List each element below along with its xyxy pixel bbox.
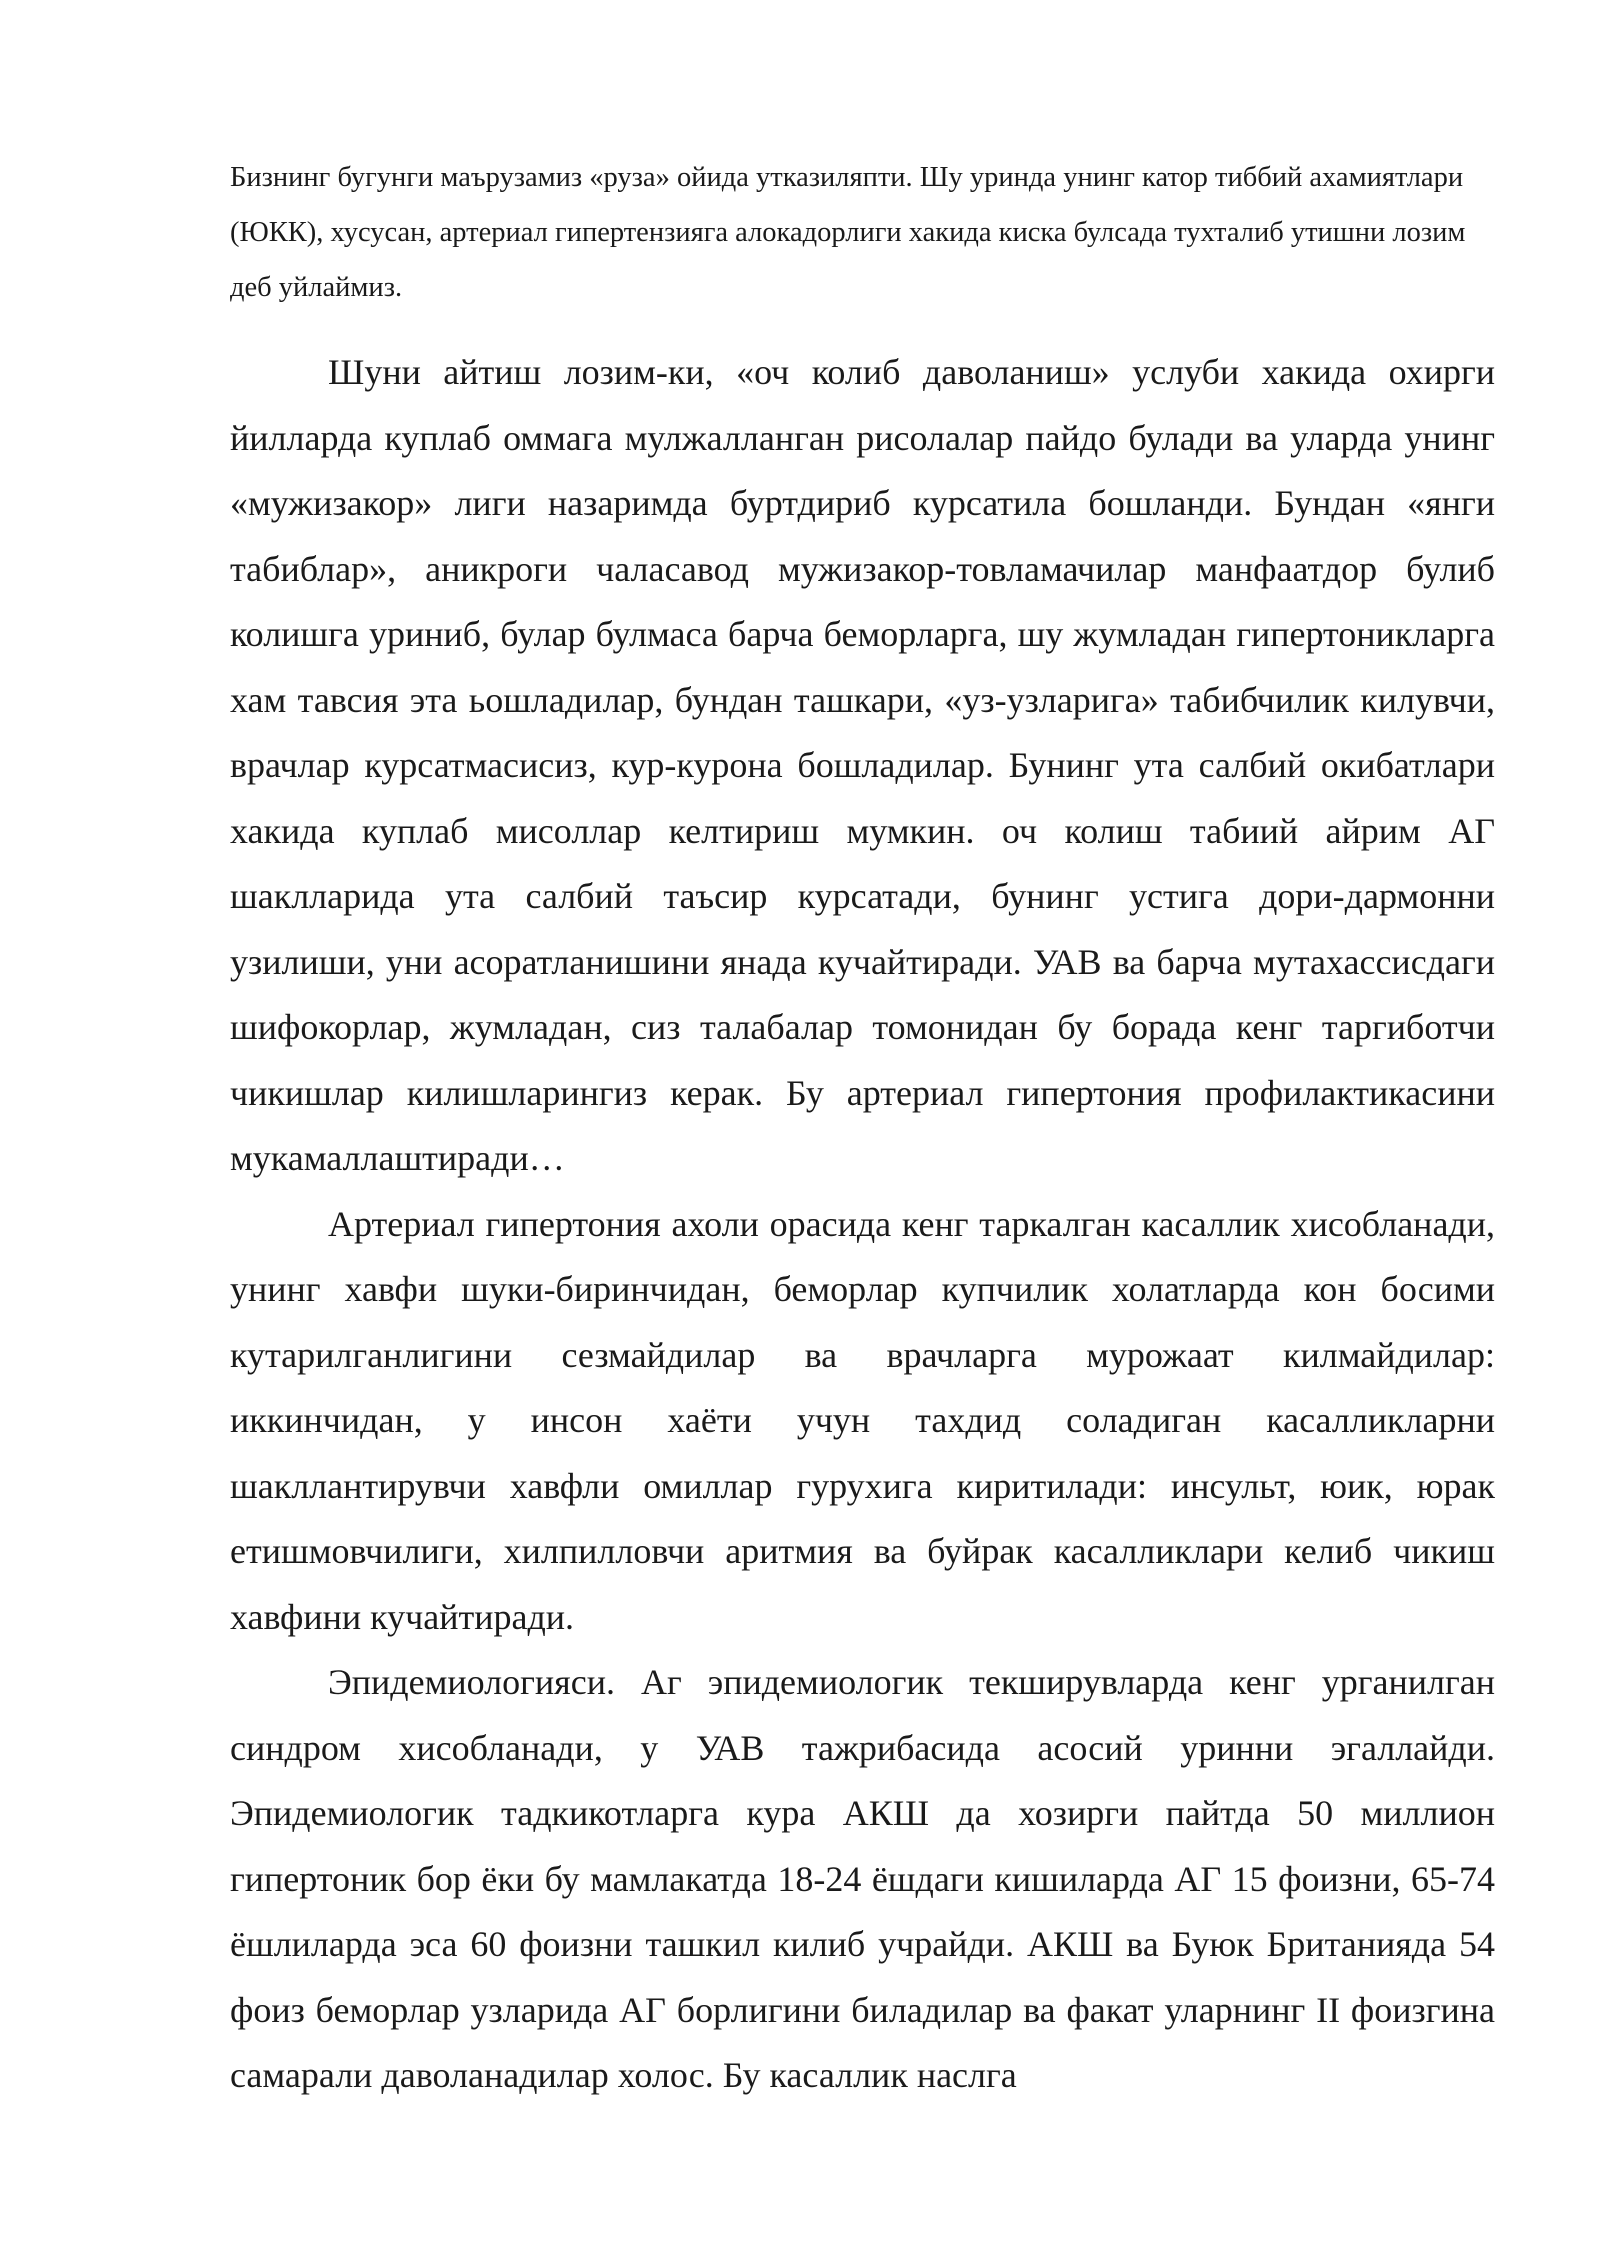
paragraph-arterial-hypertension: Артериал гипертония ахоли орасида кенг таркалган касаллик хисобланади, унинг хавфи шуки-биринчидан, беморлар купчилик холатларда кон босими кутарилганлигини сезмайдилар ва врачларга мурожаат килмайдилар: иккинчидан, у инсон хаёти учун тахдид соладиган касалликларни шакллантирувчи хавфли омиллар гурухига киритилади: инсульт, юик, юрак етишмовчилиги, хилпилловчи аритмия ва буйрак касалликлари келиб чикиш хавфини кучайтиради.	[230, 1203, 1495, 1637]
paragraph-epidemiology: Эпидемиологияси. Аг эпидемиологик текширувларда кенг урганилган синдром хисобланади, у УАВ тажрибасида асосий уринни эгаллайди. Эпидемиологик тадкикотларга кура АКШ да хозирги пайтда 50 миллион гипертоник бор ёки бу мамлакатда 18-24 ёшдаги кишиларда АГ 15 фоизни, 65-74 ёшлиларда эса 60 фоизни ташкил килиб учрайди. АКШ ва Буюк Британияда 54 фоиз беморлар узларида АГ борлигини биладилар ва факат уларнинг II фоизгина самарали даволанадилар холос. Бу касаллик наслга	[230, 1662, 1495, 2095]
paragraph-fasting-treatment: Шуни айтиш лозим-ки, «оч колиб даволаниш» услуби хакида охирги йилларда куплаб оммага мулжалланган рисолалар пайдо булади ва уларда унинг «мужизакор» лиги назаримда буртдириб курсатила бошланди. Бундан «янги табиблар», аникроги чаласавод мужизакор-товламачилар манфаатдор булиб колишга уриниб, булар булмаса барча беморларга, шу жумладан гипертоникларга хам тавсия эта ьошладилар, бундан ташкари, «уз-узларига» табибчилик килувчи, врачлар курсатмасисиз, кур-курона бошладилар. Бунинг ута салбий окибатлари хакида куплаб мисоллар келтириш мумкин. оч колиш табиий айрим АГ шаклларида ута салбий таъсир курсатади, бунинг устига дори-дармонни узилиши, уни асоратланишини янада кучайтиради. УАВ ва барча мутахассисдаги шифокорлар, жумладан, сиз талабалар томонидан бу борада кенг таргиботчи чикишлар килишларингиз керак. Бу артериал гипертония профилактикасини мукамаллаштиради…	[230, 352, 1495, 1178]
document-body	[230, 340, 1495, 2109]
intro-paragraph: Бизнинг бугунги маърузамиз «руза» ойида утказиляпти. Шу уринда унинг катор тиббий ахамиятлари (ЮКК), хусусан, артериал гипертензияга алокадорлиги хакида киска булсада тухталиб утишни лозим деб уйлаймиз.	[230, 162, 1466, 303]
